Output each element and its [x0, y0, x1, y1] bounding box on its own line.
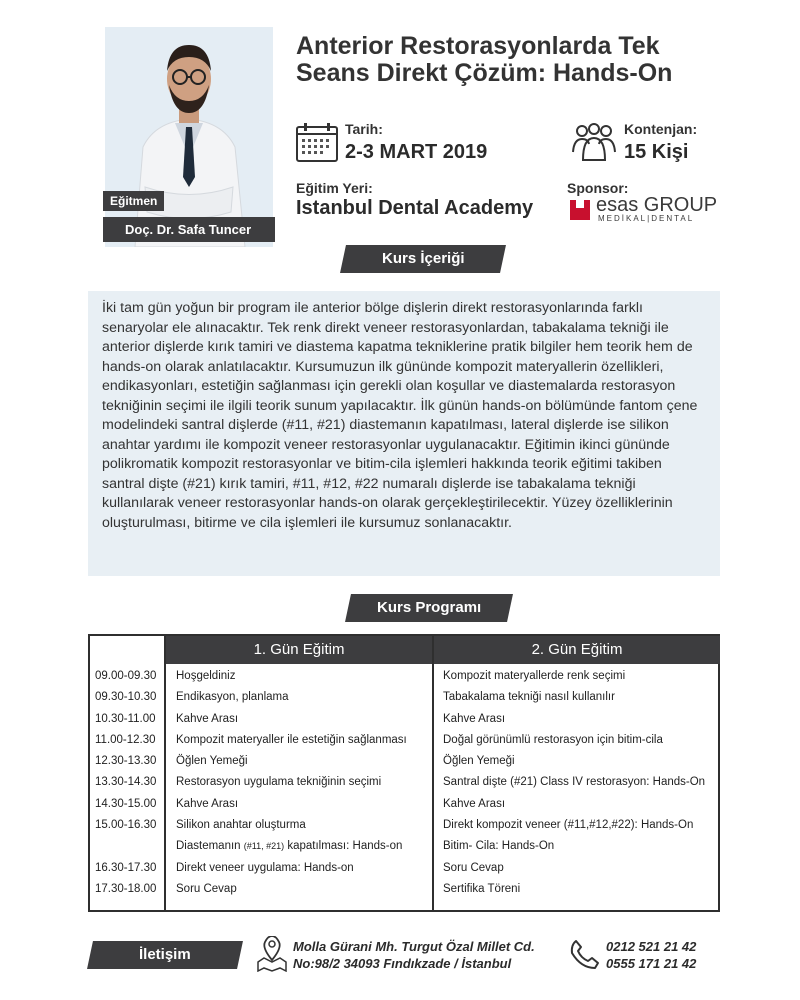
program-time: 13.30-14.30	[95, 776, 157, 789]
day1-activity: Kahve Arası	[176, 797, 239, 810]
table-row	[90, 687, 718, 708]
day2-activity: Kahve Arası	[443, 797, 506, 810]
program-time: 17.30-18.00	[95, 882, 157, 895]
day2-activity: Sertifika Töreni	[443, 882, 521, 895]
location-label: Eğitim Yeri:	[296, 180, 373, 196]
day2-activity: Bitim- Cila: Hands-On	[443, 840, 555, 853]
table-row	[90, 836, 718, 857]
section-title-contact: İletişim	[139, 946, 191, 963]
day1-activity: Silikon anahtar oluşturma	[176, 819, 306, 832]
sponsor-logo-mark	[570, 200, 590, 220]
instructor-role-label: Eğitmen	[103, 191, 164, 211]
sponsor-label: Sponsor:	[567, 180, 629, 196]
program-rows	[90, 666, 718, 900]
day1-activity: Endikasyon, planlama	[176, 691, 289, 704]
sponsor-logo	[570, 196, 720, 226]
table-row	[90, 751, 718, 772]
table-row	[90, 879, 718, 900]
table-row	[90, 858, 718, 879]
day2-activity: Santral dişte (#21) Class IV restorasyon: Hands-On	[443, 776, 706, 789]
day2-activity: Kompozit materyallerde renk seçimi	[443, 670, 626, 682]
day2-activity: Kahve Arası	[443, 712, 506, 725]
table-row	[90, 794, 718, 815]
course-title-line1: Anterior Restorasyonlarda Tek	[296, 32, 660, 60]
day1-activity: Hoşgeldiniz	[176, 670, 236, 682]
day2-activity: Direkt kompozit veneer (#11,#12,#22): Hands-On	[443, 819, 694, 832]
table-row	[90, 709, 718, 730]
address-line2: No:98/2 34093 Fındıkzade / İstanbul	[293, 956, 512, 971]
program-time: 14.30-15.00	[95, 797, 157, 810]
day1-activity: Kompozit materyaller ile estetiğin sağlanması	[176, 733, 407, 746]
day1-activity-teeth: (#11, #21)	[243, 841, 285, 852]
calendar-icon	[296, 122, 338, 167]
day2-activity: Öğlen Yemeği	[443, 755, 515, 768]
section-badge-content	[340, 245, 506, 273]
table-row	[90, 772, 718, 793]
contact-address	[293, 938, 535, 972]
instructor-name: Doç. Dr. Safa Tuncer	[103, 217, 275, 242]
program-time: 16.30-17.30	[95, 861, 157, 874]
date-label: Tarih:	[345, 121, 383, 137]
table-row	[90, 730, 718, 751]
instructor-photo	[105, 27, 273, 247]
day1-activity: Direkt veneer uygulama: Hands-on	[176, 861, 354, 874]
course-title	[296, 33, 756, 87]
program-time: 09.30-10.30	[95, 691, 157, 704]
program-time: 10.30-11.00	[95, 712, 156, 725]
program-time: 12.30-13.30	[95, 755, 157, 768]
contact-phones	[606, 938, 696, 972]
program-table	[88, 634, 720, 912]
day2-activity: Soru Cevap	[443, 861, 504, 874]
phone-number-2: 0555 171 21 42	[606, 956, 697, 971]
day1-activity: Öğlen Yemeği	[176, 755, 248, 768]
people-icon	[571, 122, 617, 167]
day1-activity: Restorasyon uygulama tekniğinin seçimi	[176, 776, 382, 789]
program-time: 09.00-09.30	[95, 670, 157, 682]
day1-activity-part: Diastemanın	[176, 840, 241, 853]
location-value: Istanbul Dental Academy	[296, 197, 534, 219]
section-badge-contact	[87, 941, 243, 969]
day2-activity: Doğal görünümlü restorasyon için bitim-cila	[443, 733, 663, 746]
day1-activity-part: kapatılması: Hands-on	[287, 840, 403, 853]
day1-activity: Soru Cevap	[176, 882, 237, 895]
table-row	[90, 666, 718, 687]
program-time: 15.00-16.30	[95, 819, 157, 832]
content-description: İki tam gün yoğun bir program ile anterior bölge dişlerin direkt restorasyonlarında farklı senaryolar ele alınacaktır. Tek renk direkt veneer restorasyonlardan, tabakalama tekniği ile anterior dişlerde kırık tamiri ve diastema kapatma tekniklerine pratik bilgiler hem teorik hem de hands-on olarak anlatılacaktır. Kursumuzun ilk gününde kompozit materyallerin özellikleri, endikasyonları, estetiğin sağlanması için gerekli olan koşullar ve diastemalarda restorasyon tekniğinin seçimi ile ilgili teorik sunum yapılacaktır. İlk günün hands-on bölümünde fantom çene modelindeki santral dişlerde (#11, #21) diastemanın kapatılması, lateral dişlerde ise silikon anahtar yardımı ile kompozit veneer restorasyonlar uygulanacaktır. Eğitimin ikinci gününde polikromatik kompozit restorasyonlar ve bitim-cila işlemleri hakkında teorik eğitimi takiben santral dişte (#21) kırık tamiri, #11, #12, #22 numaralı dişlerde ise tabakalama tekniği kullanılarak veneer restorasyonlar hands-on olarak gerçekleştirilecektir. Yüzey özelliklerinin oluşturulması, bitirme ve cila işlemleri ile kursumuz sonlanacaktır.	[88, 291, 720, 576]
section-title-program: Kurs Programı	[376, 599, 482, 616]
date-value: 2-3 MART 2019	[345, 141, 488, 163]
quota-label: Kontenjan:	[624, 121, 698, 137]
day2-activity: Tabakalama tekniği nasıl kullanılır	[443, 691, 615, 704]
table-row	[90, 815, 718, 836]
sponsor-logo-text: esas GROUP	[596, 194, 718, 216]
location-pin-icon	[256, 936, 288, 977]
sponsor-logo-subtext: MEDİKAL|DENTAL	[598, 214, 695, 223]
program-time: 11.00-12.30	[95, 733, 156, 746]
section-badge-program	[345, 594, 513, 622]
quota-value: 15 Kişi	[624, 141, 689, 163]
phone-number-1: 0212 521 21 42	[606, 939, 697, 954]
section-title-content: Kurs İçeriği	[381, 250, 465, 267]
day1-activity: Kahve Arası	[176, 712, 239, 725]
day1-header: 1. Gün Eğitim	[166, 636, 432, 664]
phone-icon	[569, 938, 601, 975]
day1-activity	[176, 840, 402, 852]
day2-header: 2. Gün Eğitim	[434, 636, 720, 664]
course-title-line2: Seans Direkt Çözüm: Hands-On	[296, 59, 673, 87]
address-line1: Molla Gürani Mh. Turgut Özal Millet Cd.	[293, 939, 535, 954]
